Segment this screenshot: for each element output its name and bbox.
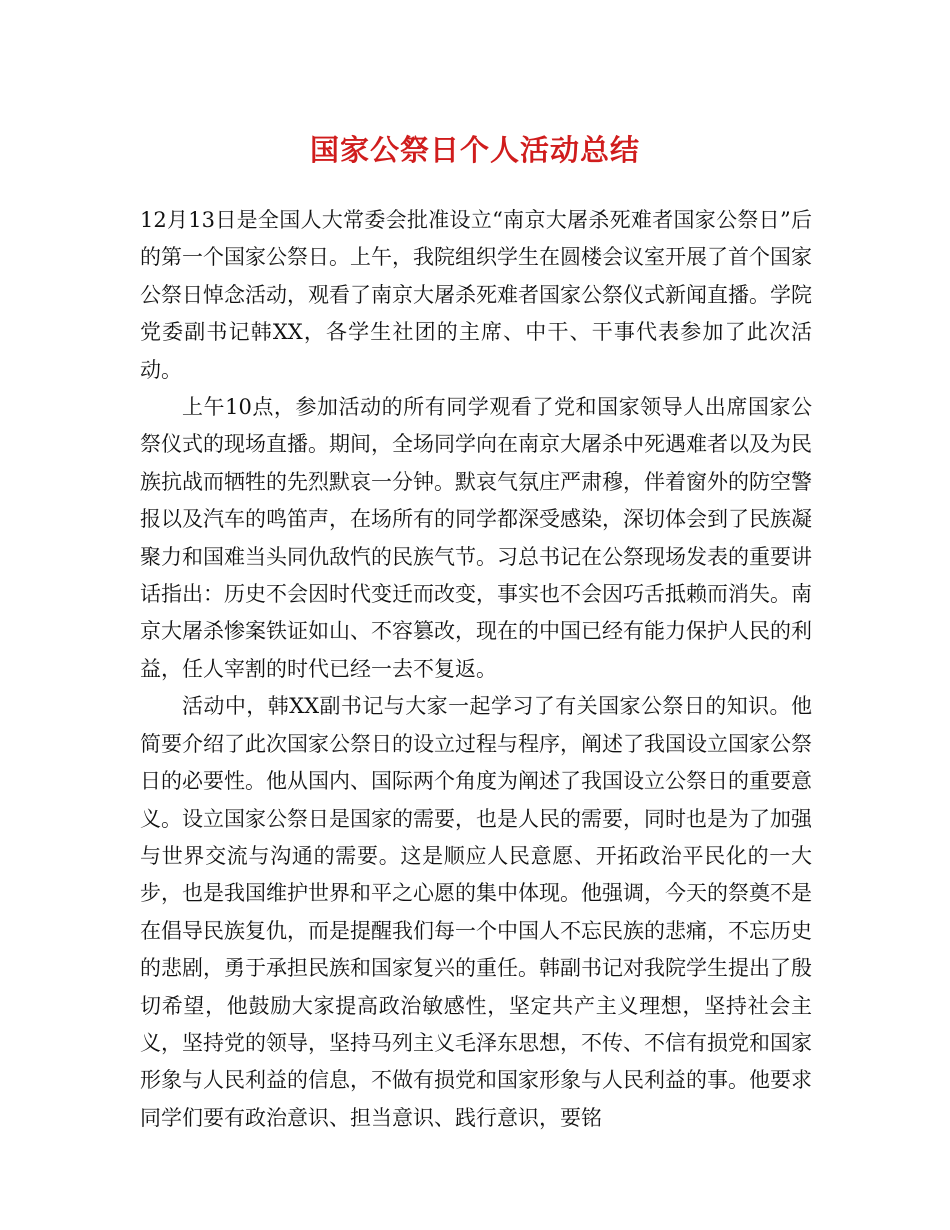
document-title: 国家公祭日个人活动总结 (309, 133, 640, 167)
paragraph-speech: 活动中，韩XX副书记与大家一起学习了有关国家公祭日的知识。他简要介绍了此次国家公祭日的设立过程与程序，阐述了我国设立国家公祭日的必要性。他从国内、国际两个角度为阐述了我国设立公祭日的重要意义。设立国家公祭日是国家的需要，也是人民的需要，同时也是为了加强与世界交流与沟通的需要。这是顺应人民意愿、开拓政治平民化的一大步，也是我国维护世界和平之心愿的集中体现。他强调，今天的祭奠不是在倡导民族复仇，而是提醒我们每一个中国人不忘民族的悲痛，不忘历史的悲剧，勇于承担民族和国家复兴的重任。韩副书记对我院学生提出了殷切希望，他鼓励大家提高政治敏感性，坚定共产主义理想，坚持社会主义，坚持党的领导，坚持马列主义毛泽东思想，不传、不信有损党和国家形象与人民利益的信息，不做有损党和国家形象与人民利益的事。他要求同学们要有政治意识、担当意识、践行意识，要铭 (140, 694, 812, 1130)
paragraph-intro: 12月13日是全国人大常委会批准设立“南京大屠杀死难者国家公祭日”后的第一个国家公祭日。上午，我院组织学生在圆楼会议室开展了首个国家公祭日悼念活动，观看了南京大屠杀死难者国家公祭仪式新闻直播。学院党委副书记韩XX，各学生社团的主席、中干、干事代表参加了此次活动。 (140, 208, 812, 382)
document-body (140, 202, 812, 1137)
paragraph-live-broadcast: 上午10点，参加活动的所有同学观看了党和国家领导人出席国家公祭仪式的现场直播。期间，全场同学向在南京大屠杀中死遇难者以及为民族抗战而牺牲的先烈默哀一分钟。默哀气氛庄严肃穆，伴着窗外的防空警报以及汽车的鸣笛声，在场所有的同学都深受感染，深切体会到了民族凝聚力和国难当头同仇敌忾的民族气节。习总书记在公祭现场发表的重要讲话指出：历史不会因时代变迁而改变，事实也不会因巧舌抵赖而消失。南京大屠杀惨案铁证如山、不容篡改，现在的中国已经有能力保护人民的利益，任人宰割的时代已经一去不复返。 (140, 395, 812, 681)
